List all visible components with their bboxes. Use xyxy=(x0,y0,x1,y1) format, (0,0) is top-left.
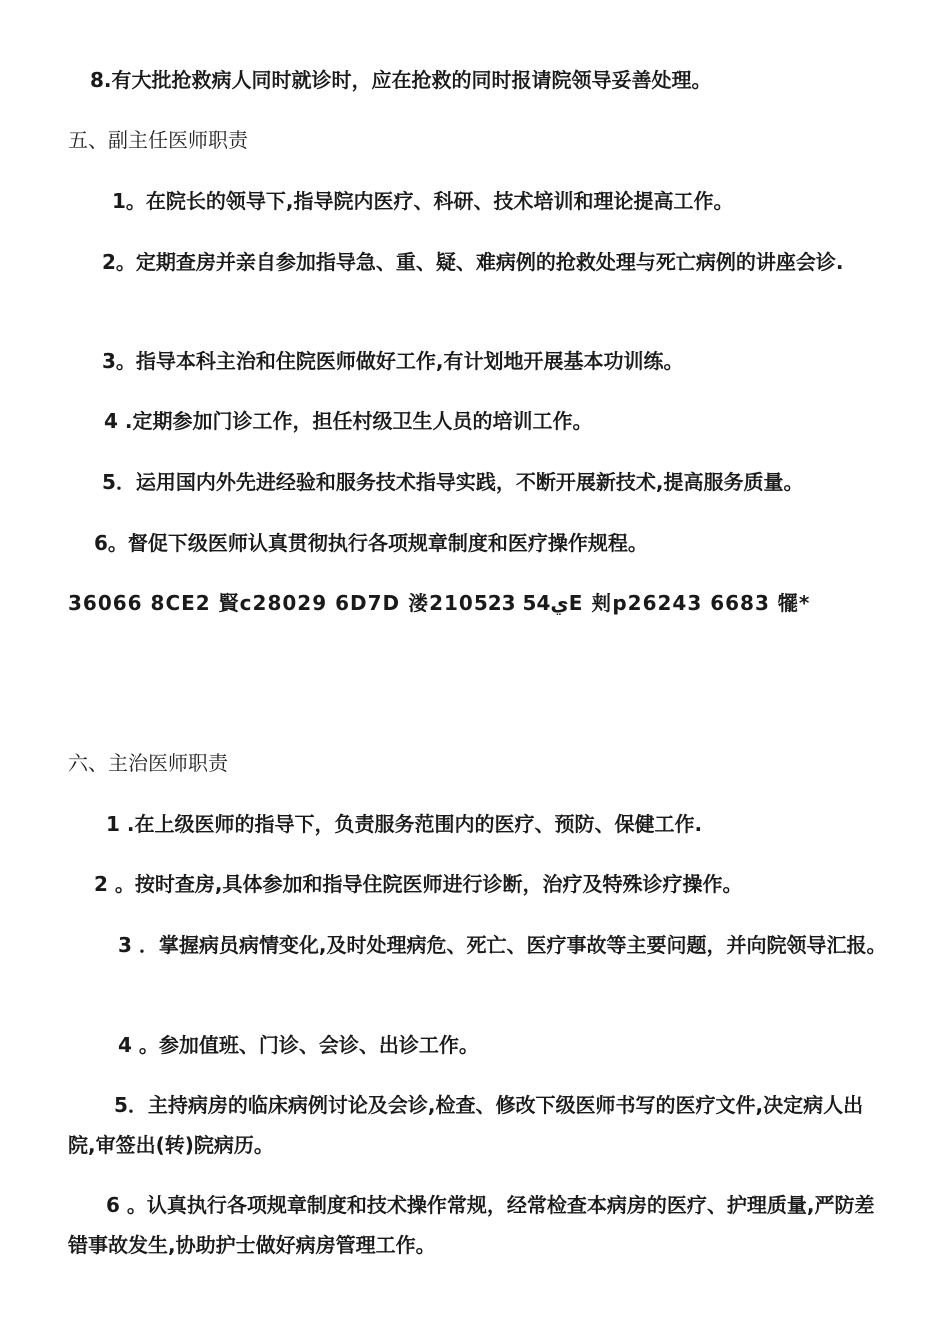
garbled-text: 36066 8CE2 賢c28029 6D7D 溇210ي54 523E 刾p26243 6683 犤* xyxy=(68,591,811,615)
section5-item-1: 1。在院长的领导下,指导院内医疗、科研、技术培训和理论提高工作。 xyxy=(112,189,734,213)
section5-heading: 五、副主任医师职责 xyxy=(68,128,248,152)
section5-item-2: 2。定期查房并亲自参加指导急、重、疑、难病例的抢救处理与死亡病例的讲座会诊. xyxy=(102,250,844,274)
section6-heading: 六、主治医师职责 xyxy=(68,751,228,775)
section6-item-2: 2 。按时查房,具体参加和指导住院医师进行诊断，治疗及特殊诊疗操作。 xyxy=(94,872,743,896)
section5-item-5: 5．运用国内外先进经验和服务技术指导实践，不断开展新技术,提高服务质量。 xyxy=(102,470,804,494)
section5-item-3: 3。指导本科主治和住院医师做好工作,有计划地开展基本功训练。 xyxy=(102,349,684,373)
section6-item-5: 5．主持病房的临床病例讨论及会诊,检查、修改下级医师书写的医疗文件,决定病人出院,审签出(转)院病历。 xyxy=(68,1093,864,1157)
section5-item-6: 6。督促下级医师认真贯彻执行各项规章制度和医疗操作规程。 xyxy=(94,531,648,555)
section5-item-4: 4 .定期参加门诊工作，担任村级卫生人员的培训工作。 xyxy=(104,409,593,433)
section6-item-1: 1 .在上级医师的指导下，负责服务范围内的医疗、预防、保健工作. xyxy=(106,812,703,836)
top-item: 8.有大批抢救病人同时就诊时，应在抢救的同时报请院领导妥善处理。 xyxy=(90,68,712,92)
section6-item-6: 6 。认真执行各项规章制度和技术操作常规，经常检查本病房的医疗、护理质量,严防差错事故发生,协助护士做好病房管理工作。 xyxy=(68,1193,875,1257)
section6-item-3: 3 ．掌握病员病情变化,及时处理病危、死亡、医疗事故等主要问题，并向院领导汇报。 xyxy=(118,933,887,957)
section6-item-4: 4 。参加值班、门诊、会诊、出诊工作。 xyxy=(118,1033,479,1057)
